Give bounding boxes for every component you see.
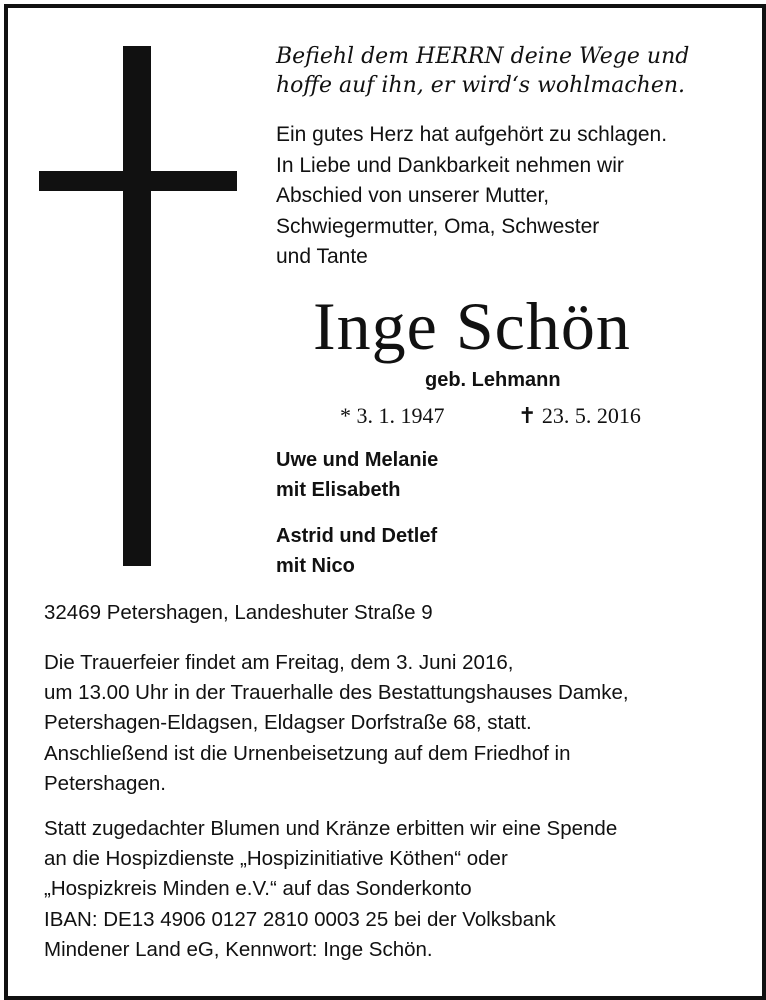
- birth-name: geb. Lehmann: [425, 369, 561, 391]
- cross-vertical-bar: [123, 46, 151, 566]
- birth-date: * 3. 1. 1947: [340, 403, 445, 428]
- mourners-group-2: Astrid und Detlef mit Nico: [276, 525, 438, 577]
- family-address: 32469 Petershagen, Landeshuter Straße 9: [44, 601, 433, 624]
- mourners-group-1: Uwe und Melanie mit Elisabeth: [276, 449, 439, 501]
- donation-request: Statt zugedachter Blumen und Kränze erbitten wir eine Spende an die Hospizdienste „Hospizinitiative Köthen“ oder „Hospizkreis Minden e.V.“ auf das Sonderkonto IBAN: DE13 4906 0127 2810 0003 25 bei der Volksbank Mindener Land eG, Kennwort: Inge Schön.: [44, 817, 618, 961]
- funeral-service-info: Die Trauerfeier findet am Freitag, dem 3. Juni 2016, um 13.00 Uhr in der Trauerhalle des Bestattungshauses Damke, Petershagen-Eldagsen, Eldagser Dorfstraße 68, statt. Anschließend ist die Urnenbeisetzung auf dem Friedhof in Petershagen.: [44, 651, 629, 795]
- intro-text: Ein gutes Herz hat aufgehört zu schlagen. In Liebe und Dankbarkeit nehmen wir Abschied von unserer Mutter, Schwiegermutter, Oma, Schwester und Tante: [276, 123, 668, 268]
- bible-verse: Befiehl dem HERRN deine Wege und hoffe auf ihn, er wird‘s wohlmachen.: [276, 44, 690, 98]
- cross-horizontal-bar: [39, 171, 237, 191]
- death-date: ✝ 23. 5. 2016: [518, 403, 641, 428]
- deceased-name: Inge Schön: [313, 288, 631, 364]
